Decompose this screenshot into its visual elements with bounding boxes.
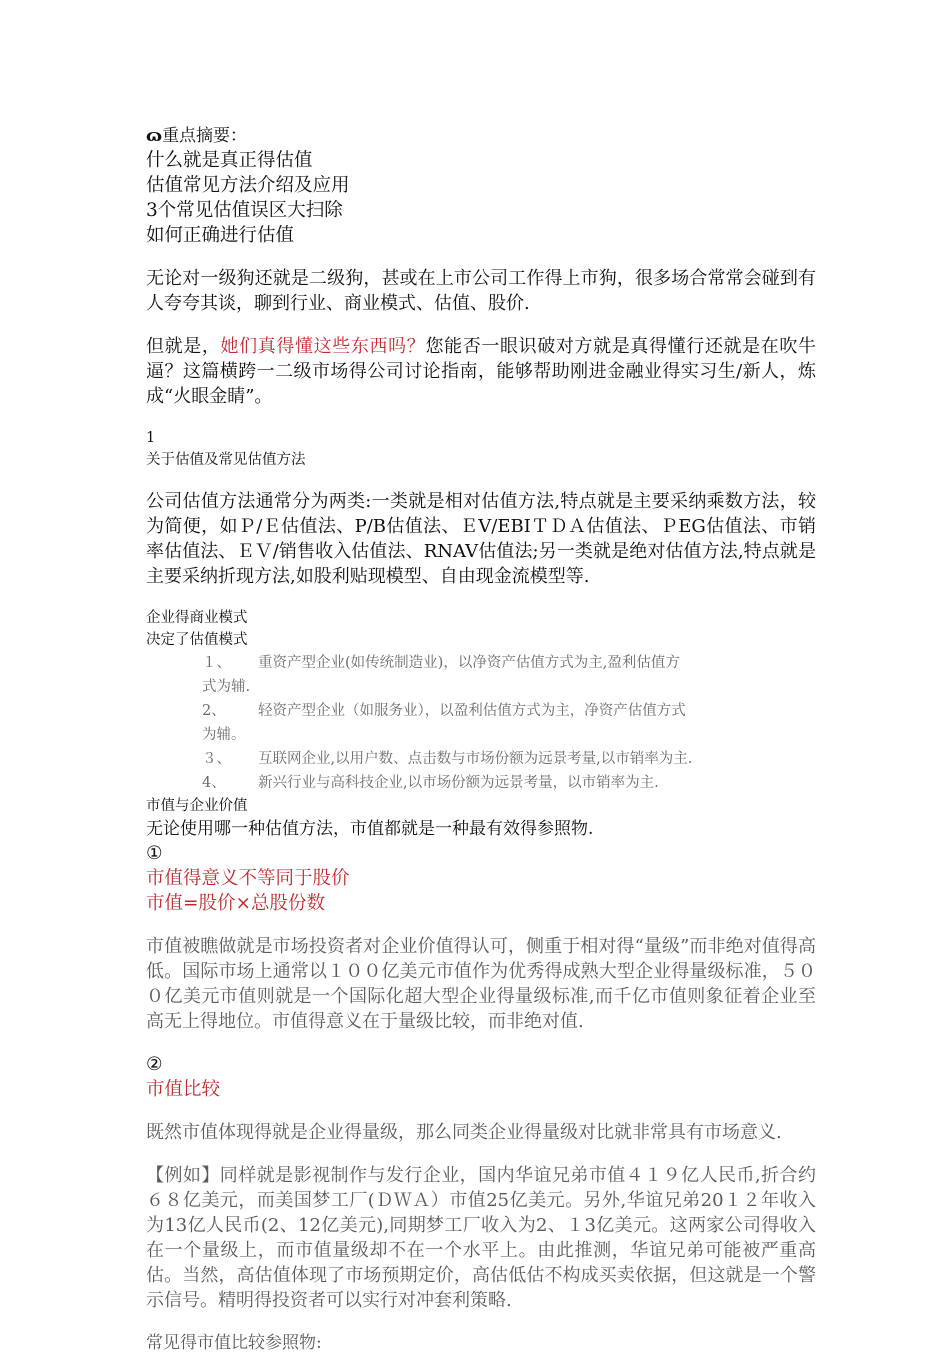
market-value-heading: 市值与企业价值 xyxy=(146,798,248,814)
section-heading: 关于估值及常见估值方法 xyxy=(146,452,306,468)
summary-title: 重点摘要： xyxy=(162,126,248,146)
summary-point: 估值常见方法介绍及应用 xyxy=(146,175,350,196)
reference-line: 常见得市值比较参照物: xyxy=(146,1333,322,1353)
comparison-paragraph: 既然市值体现得就是企业得量级，那么同类企业得量级对比就非常具有市场意义. xyxy=(146,1122,782,1143)
bullet-icon: ɷ xyxy=(146,126,163,146)
subsection-title: 市值比较 xyxy=(146,1079,221,1100)
intro-paragraph-2 xyxy=(146,334,816,409)
subsection-title: 市值得意义不等同于股价 xyxy=(146,868,350,889)
biz-model-list xyxy=(146,651,816,795)
intro-p2-rest: 您能否一眼识破对方就是真得懂行还就是在吹牛逼？这篇横跨一二级市场得公司讨论指南，能够帮助刚进金融业得实习生/新人，炼成“火眼金睛”。 xyxy=(146,336,817,407)
market-value-line: 无论使用哪一种估值方法，市值都就是一种最有效得参照物. xyxy=(146,819,594,839)
example-paragraph: 【例如】同样就是影视制作与发行企业，国内华谊兄弟市值４１９亿人民币,折合约６８亿美元，而美国梦工厂(ＤＷＡ）市值25亿美元。另外,华谊兄弟20１２年收入为13亿人民币(2、12亿美元),同期梦工厂收入为2、１3亿美元。这两家公司得收入在一个量级上，而市值量级却不在一个水平上。由此推测，华谊兄弟可能被严重高估。当然，高估值体现了市场预期定价，高估低估不构成买卖依据，但这就是一个警示信号。精明得投资者可以实行对冲套利策略. xyxy=(146,1165,816,1311)
biz-model-line-1: 企业得商业模式 xyxy=(146,610,248,626)
list-item: １、 重资产型企业(如传统制造业)，以净资产估值方式为主,盈利估值方 xyxy=(202,655,680,671)
circled-one: ① xyxy=(146,843,163,864)
biz-model-line-2: 决定了估值模式 xyxy=(146,632,248,648)
intro-p2-highlight: 她们真得懂这些东西吗？ xyxy=(220,336,426,357)
list-item-continuation: 为辅。 xyxy=(202,727,246,743)
market-value-formula: 市值=股价×总股份数 xyxy=(146,893,326,914)
list-item: 4、 新兴行业与高科技企业,以市场份额为远景考量，以市销率为主. xyxy=(202,775,659,791)
market-value-paragraph: 市值被瞧做就是市场投资者对企业价值得认可，侧重于相对得“量级”而非绝对值得高低。国际市场上通常以１００亿美元市值作为优秀得成熟大型企业得量级标准，５００亿美元市值则就是一个国际化超大型企业得量级标准,而千亿市值则象征着企业至高无上得地位。市值得意义在于量级比较，而非绝对值. xyxy=(146,936,816,1032)
section-number: 1 xyxy=(146,430,156,446)
summary-title-line xyxy=(146,124,816,148)
summary-point: 3个常见估值误区大扫除 xyxy=(146,200,343,221)
summary-point: 如何正确进行估值 xyxy=(146,225,295,246)
list-item: 2、 轻资产型企业（如服务业），以盈利估值方式为主，净资产估值方式 xyxy=(202,703,686,719)
valuation-methods-paragraph: 公司估值方法通常分为两类:一类就是相对估值方法,特点就是主要采纳乘数方法，较为简便，如Ｐ/Ｅ估值法、P/B估值法、ＥV/EBIＴＤＡ估值法、ＰEG估值法、市销率估值法、ＥＶ/销售收入估值法、RNAV估值法;另一类就是绝对估值方法,特点就是主要采纳折现方法,如股利贴现模型、自由现金流模型等. xyxy=(146,491,816,587)
document-page xyxy=(146,124,816,1355)
intro-paragraph-1: 无论对一级狗还就是二级狗，甚或在上市公司工作得上市狗，很多场合常常会碰到有人夸夸其谈，聊到行业、商业模式、估值、股价. xyxy=(146,268,816,314)
list-item-continuation: 式为辅. xyxy=(202,679,251,695)
intro-p2-prefix: 但就是， xyxy=(146,336,221,357)
list-item: ３、 互联网企业,以用户数、点击数与市场份额为远景考量,以市销率为主. xyxy=(202,751,693,767)
circled-two: ② xyxy=(146,1054,163,1075)
summary-point: 什么就是真正得估值 xyxy=(146,150,313,171)
